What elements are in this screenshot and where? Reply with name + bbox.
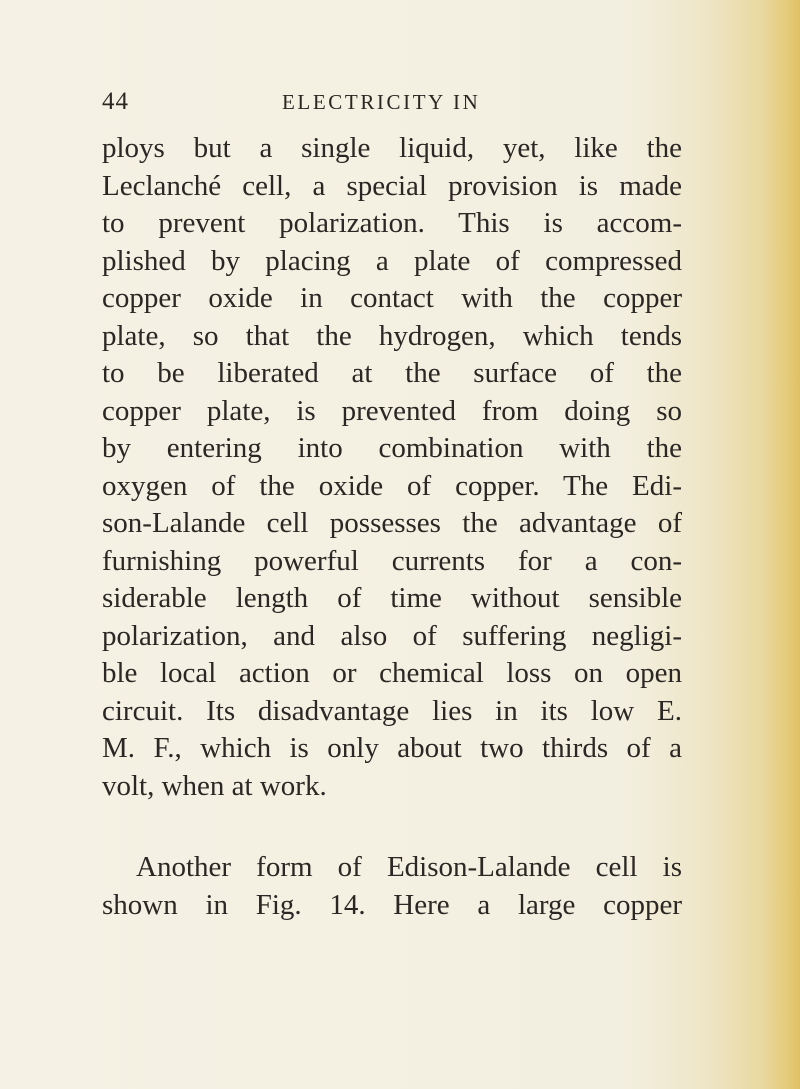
page-edge-shadow <box>764 0 800 1089</box>
text-line: ble local action or chemical loss on open <box>102 657 682 689</box>
text-line: furnishing powerful currents for a con- <box>102 544 682 577</box>
text-line: by entering into combination with the <box>102 432 682 464</box>
text-line: Another form of Edison-Lalande cell is <box>136 851 682 883</box>
body-text <box>102 130 682 924</box>
text-line: to prevent polarization. This is accom- <box>102 207 682 239</box>
text-line: volt, when at work. <box>102 769 327 802</box>
text-line: Leclanché cell, a special provision is made <box>102 169 682 202</box>
paragraph-gap <box>102 805 682 849</box>
text-line: son-Lalande cell possesses the advantage of <box>102 507 682 539</box>
text-line: siderable length of time without sensible <box>102 582 682 614</box>
text-line: to be liberated at the surface of the <box>102 357 682 389</box>
text-line: ploys but a single liquid, yet, like the <box>102 132 682 164</box>
running-head: ELECTRICITY IN <box>282 90 481 114</box>
page-number: 44 <box>102 88 129 115</box>
text-line: plished by placing a plate of compressed <box>102 244 682 277</box>
paragraph-1 <box>102 130 682 805</box>
text-line: plate, so that the hydrogen, which tends <box>102 319 682 352</box>
text-line: copper oxide in contact with the copper <box>102 282 682 314</box>
text-line: oxygen of the oxide of copper. The Edi- <box>102 469 682 502</box>
text-line: polarization, and also of suffering negligi- <box>102 619 682 652</box>
page-header <box>0 88 800 118</box>
text-line: shown in Fig. 14. Here a large copper <box>102 888 682 921</box>
text-line: M. F., which is only about two thirds of a <box>102 732 682 764</box>
paragraph-2 <box>102 849 682 924</box>
text-line: copper plate, is prevented from doing so <box>102 394 682 427</box>
text-line: circuit. Its disadvantage lies in its low E. <box>102 694 682 727</box>
